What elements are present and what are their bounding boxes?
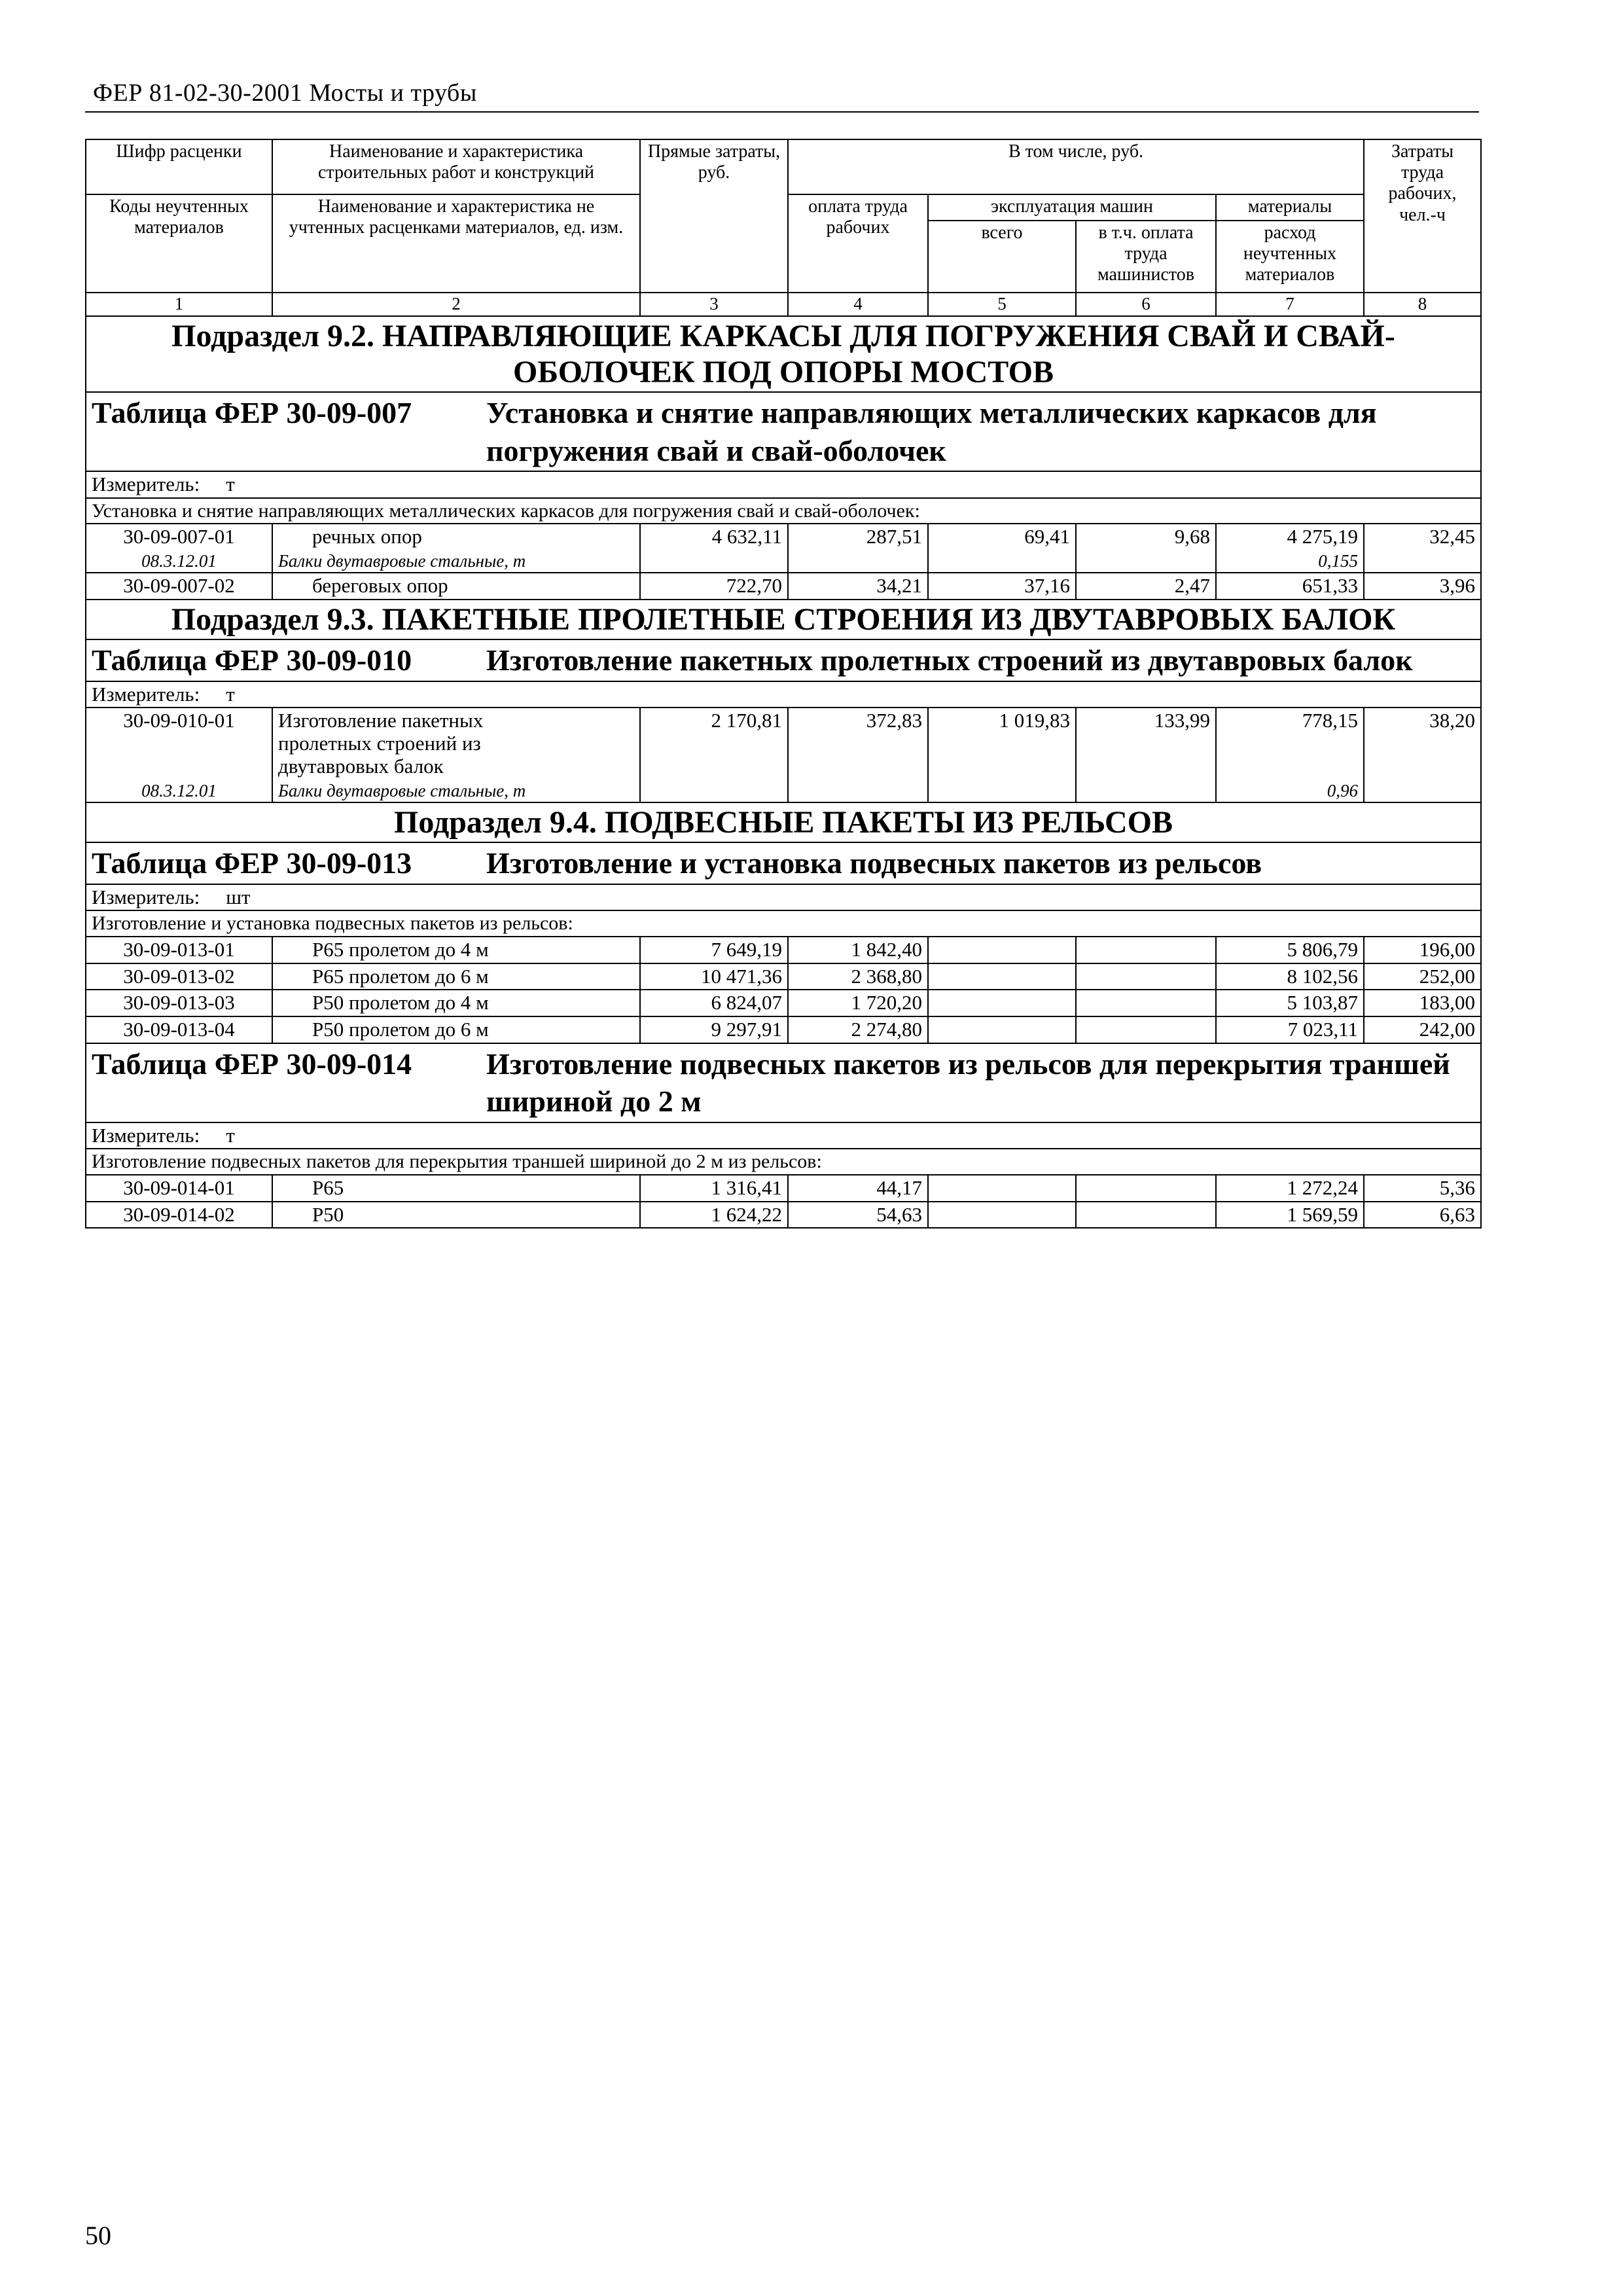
table-label: Таблица ФЕР 30-09-007 bbox=[92, 396, 412, 430]
labor: 6,63 bbox=[1364, 1202, 1481, 1229]
price-table bbox=[85, 139, 1482, 1229]
col-num: 6 bbox=[1076, 293, 1216, 316]
page-number: 50 bbox=[85, 2221, 111, 2250]
document-title: ФЕР 81-02-30-2001 Мосты и трубы bbox=[93, 79, 477, 107]
direct-costs: 10 471,36 bbox=[640, 963, 788, 990]
table-label: Таблица ФЕР 30-09-014 bbox=[92, 1047, 412, 1081]
col-num: 4 bbox=[788, 293, 928, 316]
materials: 5 103,87 bbox=[1216, 990, 1364, 1016]
rate-code: 30-09-007-01 bbox=[86, 524, 272, 550]
group-title: Установка и снятие направляющих металлических каркасов для погружения свай и свай-оболочек: bbox=[86, 498, 1481, 524]
wages: 2 368,80 bbox=[788, 963, 928, 990]
labor: 252,00 bbox=[1364, 963, 1481, 990]
wages: 1 720,20 bbox=[788, 990, 928, 1016]
rate-code: 30-09-014-02 bbox=[86, 1202, 272, 1229]
rate-name: Р65 bbox=[272, 1175, 640, 1202]
wages: 372,83 bbox=[788, 708, 928, 779]
rate-name-line: двутавровых балок bbox=[278, 754, 444, 778]
header-direct-costs: Прямые затраты, руб. bbox=[640, 139, 788, 293]
table-title-row bbox=[86, 392, 1481, 471]
table-header-row bbox=[86, 139, 1481, 194]
table-row bbox=[86, 963, 1481, 990]
direct-costs: 1 316,41 bbox=[640, 1175, 788, 1202]
group-row bbox=[86, 1149, 1481, 1175]
materials: 651,33 bbox=[1216, 573, 1364, 600]
material-name: Балки двутавровые стальные, т bbox=[272, 780, 640, 802]
table-row bbox=[86, 1175, 1481, 1202]
header-material-consumption: расход неучтенных материалов bbox=[1216, 221, 1364, 293]
header-name-unaccounted: Наименование и характеристика не учтенных расценками материалов, ед. изм. bbox=[272, 194, 640, 293]
subsection-heading bbox=[86, 802, 1481, 842]
materials: 8 102,56 bbox=[1216, 963, 1364, 990]
measure-row bbox=[86, 1122, 1481, 1149]
header-materials: материалы bbox=[1216, 194, 1364, 221]
materials: 1 272,24 bbox=[1216, 1175, 1364, 1202]
rate-name: Р65 пролетом до 4 м bbox=[272, 937, 640, 963]
rate-name-line: Изготовление пакетных bbox=[278, 709, 484, 732]
subsection-heading bbox=[86, 600, 1481, 639]
group-row bbox=[86, 498, 1481, 524]
wages: 2 274,80 bbox=[788, 1016, 928, 1043]
labor: 196,00 bbox=[1364, 937, 1481, 963]
rate-name bbox=[272, 708, 640, 779]
labor: 242,00 bbox=[1364, 1016, 1481, 1043]
rate-name: береговых опор bbox=[272, 573, 640, 600]
header-code: Шифр расценки bbox=[86, 139, 272, 194]
materials: 7 023,11 bbox=[1216, 1016, 1364, 1043]
rate-code: 30-09-013-02 bbox=[86, 963, 272, 990]
header-including: В том числе, руб. bbox=[788, 139, 1364, 194]
materials: 1 569,59 bbox=[1216, 1202, 1364, 1229]
materials: 5 806,79 bbox=[1216, 937, 1364, 963]
table-title: Изготовление подвесных пакетов из рельсов для перекрытия траншей шириной до 2 м bbox=[486, 1047, 1450, 1119]
material-code: 08.3.12.01 bbox=[86, 550, 272, 573]
rate-code: 30-09-007-02 bbox=[86, 573, 272, 600]
measure-label: Измеритель: bbox=[92, 682, 200, 706]
material-name: Балки двутавровые стальные, т bbox=[272, 550, 640, 573]
material-qty: 0,155 bbox=[1216, 550, 1364, 573]
measure-unit: т bbox=[226, 682, 235, 706]
rate-name: Р65 пролетом до 6 м bbox=[272, 963, 640, 990]
table-title-row bbox=[86, 1043, 1481, 1122]
machinist-wages: 2,47 bbox=[1076, 573, 1216, 600]
rate-code: 30-09-014-01 bbox=[86, 1175, 272, 1202]
rate-name: речных опор bbox=[272, 524, 640, 550]
col-num: 5 bbox=[928, 293, 1076, 316]
direct-costs: 7 649,19 bbox=[640, 937, 788, 963]
rate-code: 30-09-013-04 bbox=[86, 1016, 272, 1043]
table-title: Установка и снятие направляющих металлических каркасов для погружения свай и свай-оболочек bbox=[486, 396, 1377, 467]
labor: 5,36 bbox=[1364, 1175, 1481, 1202]
direct-costs: 722,70 bbox=[640, 573, 788, 600]
page-header bbox=[85, 76, 1479, 113]
table-row bbox=[86, 524, 1481, 550]
header-labor: Затраты труда рабочих, чел.-ч bbox=[1364, 139, 1481, 293]
labor: 3,96 bbox=[1364, 573, 1481, 600]
col-num: 7 bbox=[1216, 293, 1364, 316]
table-label: Таблица ФЕР 30-09-010 bbox=[92, 643, 412, 677]
col-num: 3 bbox=[640, 293, 788, 316]
header-machine-ops: эксплуатация машин bbox=[928, 194, 1216, 221]
machine-total: 69,41 bbox=[928, 524, 1076, 550]
subsection-title: Подраздел 9.2. НАПРАВЛЯЮЩИЕ КАРКАСЫ ДЛЯ ПОГРУЖЕНИЯ СВАЙ И СВАЙ-ОБОЛОЧЕК ПОД ОПОРЫ МОСТОВ bbox=[86, 316, 1481, 392]
measure-unit: т bbox=[226, 473, 235, 496]
measure-unit: т bbox=[226, 1123, 235, 1147]
table-row bbox=[86, 937, 1481, 963]
rate-name: Р50 пролетом до 6 м bbox=[272, 1016, 640, 1043]
rate-code: 30-09-013-01 bbox=[86, 937, 272, 963]
machine-total: 1 019,83 bbox=[928, 708, 1076, 779]
measure-label: Измеритель: bbox=[92, 885, 200, 908]
machine-total: 37,16 bbox=[928, 573, 1076, 600]
materials: 778,15 bbox=[1216, 708, 1364, 779]
direct-costs: 2 170,81 bbox=[640, 708, 788, 779]
subsection-heading bbox=[86, 316, 1481, 392]
direct-costs: 6 824,07 bbox=[640, 990, 788, 1016]
material-code: 08.3.12.01 bbox=[86, 780, 272, 802]
wages: 34,21 bbox=[788, 573, 928, 600]
direct-costs: 9 297,91 bbox=[640, 1016, 788, 1043]
header-total: всего bbox=[928, 221, 1076, 293]
col-num: 2 bbox=[272, 293, 640, 316]
machinist-wages: 133,99 bbox=[1076, 708, 1216, 779]
group-title: Изготовление и установка подвесных пакетов из рельсов: bbox=[86, 910, 1481, 937]
header-name: Наименование и характеристика строительных работ и конструкций bbox=[272, 139, 640, 194]
col-num: 1 bbox=[86, 293, 272, 316]
measure-row bbox=[86, 884, 1481, 911]
column-numbers-row bbox=[86, 293, 1481, 316]
table-row bbox=[86, 1016, 1481, 1043]
table-title: Изготовление и установка подвесных пакетов из рельсов bbox=[486, 846, 1262, 880]
measure-label: Измеритель: bbox=[92, 1123, 200, 1147]
material-qty: 0,96 bbox=[1216, 780, 1364, 802]
header-wages: оплата труда рабочих bbox=[788, 194, 928, 293]
table-label: Таблица ФЕР 30-09-013 bbox=[92, 846, 412, 880]
rate-code: 30-09-010-01 bbox=[86, 708, 272, 779]
direct-costs: 4 632,11 bbox=[640, 524, 788, 550]
measure-row bbox=[86, 471, 1481, 498]
table-title-row bbox=[86, 639, 1481, 681]
wages: 54,63 bbox=[788, 1202, 928, 1229]
labor: 183,00 bbox=[1364, 990, 1481, 1016]
labor: 32,45 bbox=[1364, 524, 1481, 550]
table-title-row bbox=[86, 842, 1481, 884]
rate-name-line: пролетных строений из bbox=[278, 732, 481, 755]
table-row bbox=[86, 708, 1481, 779]
machinist-wages: 9,68 bbox=[1076, 524, 1216, 550]
table-title: Изготовление пакетных пролетных строений из двутавровых балок bbox=[486, 643, 1413, 677]
table-row bbox=[86, 990, 1481, 1016]
material-row bbox=[86, 550, 1481, 573]
group-title: Изготовление подвесных пакетов для перекрытия траншей шириной до 2 м из рельсов: bbox=[86, 1149, 1481, 1175]
direct-costs: 1 624,22 bbox=[640, 1202, 788, 1229]
rate-name: Р50 bbox=[272, 1202, 640, 1229]
labor: 38,20 bbox=[1364, 708, 1481, 779]
wages: 44,17 bbox=[788, 1175, 928, 1202]
rate-name: Р50 пролетом до 4 м bbox=[272, 990, 640, 1016]
measure-row bbox=[86, 681, 1481, 708]
measure-unit: шт bbox=[226, 885, 251, 908]
header-codes-unaccounted: Коды неучтенных материалов bbox=[86, 194, 272, 293]
table-row bbox=[86, 573, 1481, 600]
col-num: 8 bbox=[1364, 293, 1481, 316]
rate-code: 30-09-013-03 bbox=[86, 990, 272, 1016]
subsection-title: Подраздел 9.4. ПОДВЕСНЫЕ ПАКЕТЫ ИЗ РЕЛЬСОВ bbox=[86, 802, 1481, 842]
group-row bbox=[86, 910, 1481, 937]
header-machinist-wages: в т.ч. оплата труда машинистов bbox=[1076, 221, 1216, 293]
measure-label: Измеритель: bbox=[92, 473, 200, 496]
subsection-title: Подраздел 9.3. ПАКЕТНЫЕ ПРОЛЕТНЫЕ СТРОЕНИЯ ИЗ ДВУТАВРОВЫХ БАЛОК bbox=[86, 600, 1481, 639]
wages: 1 842,40 bbox=[788, 937, 928, 963]
table-row bbox=[86, 1202, 1481, 1229]
wages: 287,51 bbox=[788, 524, 928, 550]
material-row bbox=[86, 780, 1481, 802]
materials: 4 275,19 bbox=[1216, 524, 1364, 550]
